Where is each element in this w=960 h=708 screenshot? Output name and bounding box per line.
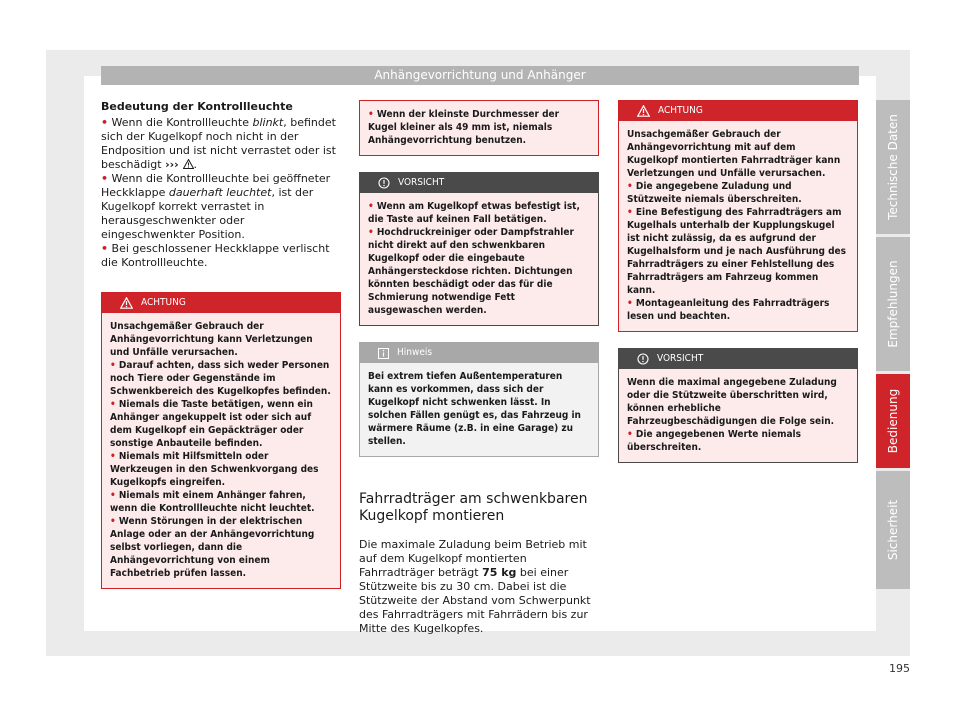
warning-header: ACHTUNG [102, 293, 340, 313]
warning-box-2 [618, 100, 858, 332]
tab-sicherheit[interactable]: Sicherheit [876, 471, 910, 589]
list-item: • Niemals die Taste betätigen, wenn ein Anhänger angekuppelt ist oder sich auf dem Kugelkopf ein Gepäckträger oder sonstige Anbauteile befinden. [110, 399, 313, 449]
warning-body: Unsachgemäßer Gebrauch der Anhängevorrichtung kann Verletzungen und Unfälle verursachen. • Darauf achten, dass sich weder Personen noch Tiere oder Gegenstände im Schwenkbereich des Kugelkopfes befinden. • Niemals die Taste betätigen, wenn ein Anhänger angekuppelt ist oder sich auf dem Kugelkopf ein Gepäckträger oder sonstige Anbauteile befinden. • Niemals mit Hilfsmitteln oder Werkzeugen in den Schwenkvorgang des Kugelkopfs eingreifen. • Niemals mit einem Anhänger fahren, wenn die Kontrollleuchte nicht leuchtet. • Wenn Störungen in der elektrischen Anlage oder an der Anhängevorrichtung selbst vorliegen, dann die Anhängevorrichtung von einem Fachbetrieb prüfen lassen. [102, 313, 340, 588]
bullet-blinkt: • Wenn die Kontrollleuchte blinkt, befindet sich der Kugelkopf noch nicht in der Endposition und ist nicht verrastet oder ist beschädigt ››› . [101, 116, 336, 171]
warning-header: ACHTUNG [619, 101, 857, 121]
caution-box-2 [618, 348, 858, 463]
caution-header: VORSICHT [619, 349, 857, 369]
reference-arrows[interactable]: ››› [165, 158, 183, 171]
list-item: • Die angegebenen Werte niemals überschreiten. [627, 429, 801, 453]
list-item: • Eine Befestigung des Fahrradträgers am Kugelhals unterhalb der Kupplungskugel ist nicht zulässig, da es aufgrund der Kugelhalsform und je nach Ausführung des Fahrradträgers zu einer Fehlstellung des Fahrradträgers am Fahrzeug kommen kann. [627, 207, 846, 296]
list-item: • Wenn Störungen in der elektrischen Anlage oder an der Anhängevorrichtung selbst vorliegen, dann die Anhängevorrichtung von einem Fachbetrieb prüfen lassen. [110, 516, 315, 579]
section-title-fahrradtraeger: Fahrradträger am schwenkbaren Kugelkopf montieren [359, 491, 588, 524]
caution-header: VORSICHT [360, 173, 598, 193]
warning-icon [120, 297, 133, 309]
running-header: Anhängevorrichtung und Anhänger [101, 66, 859, 85]
info-circle-icon [378, 177, 390, 189]
body-paragraph: Die maximale Zuladung beim Betrieb mit auf dem Kugelkopf montierten Fahrradträger beträgt 75 kg bei einer Stützweite bis zu 30 cm. Dabei ist die Stützweite der Abstand vom Schwerpunkt des Fahrradträgers mit Fahrrädern bis zur Mitte des Kugelkopfes. [359, 538, 591, 635]
note-header: Hinweis [360, 343, 598, 363]
note-body: Bei extrem tiefen Außentemperaturen kann es vorkommen, dass sich der Kugelkopf nicht schwenken lässt. In solchen Fällen genügt es, das Fahrzeug in wärmere Räume (z.B. in eine Garage) zu stellen. [360, 363, 598, 456]
column-3 [618, 100, 858, 463]
list-item: • Montageanleitung des Fahrradträgers lesen und beachten. [627, 298, 830, 322]
bullet-icon: • [101, 242, 109, 255]
caution-body: Wenn die maximal angegebene Zuladung oder die Stützweite überschritten wird, können erhebliche Fahrzeugbeschädigungen die Folge sein. • Die angegebenen Werte niemals überschreiten. [619, 369, 857, 462]
bullet-icon: • [101, 116, 109, 129]
note-icon [378, 348, 389, 359]
list-item: • Niemals mit Hilfsmitteln oder Werkzeugen in den Schwenkvorgang des Kugelkopfs eingreifen. [110, 451, 319, 488]
bullet-geschlossen: • Bei geschlossener Heckklappe verlischt die Kontrollleuchte. [101, 242, 330, 269]
column-2 [359, 100, 599, 636]
section-title-kontrollleuchte: Bedeutung der Kontrollleuchte [101, 100, 293, 113]
column-1 [101, 100, 341, 589]
warning-body: Unsachgemäßer Gebrauch der Anhängevorrichtung mit auf dem Kugelkopf montierten Fahrradträger kann Verletzungen und Unfälle verursachen. • Die angegebene Zuladung und Stützweite niemals überschreiten. • Eine Befestigung des Fahrradträgers am Kugelhals unterhalb der Kupplungskugel ist nicht zulässig, da es aufgrund der Kugelhalsform und je nach Ausführung des Fahrradträgers zu einer Fehlstellung des Fahrradträgers am Fahrzeug kommen kann. • Montageanleitung des Fahrradträgers lesen und beachten. [619, 121, 857, 331]
list-item: • Die angegebene Zuladung und Stützweite niemals überschreiten. [627, 181, 802, 205]
list-item: • Wenn am Kugelkopf etwas befestigt ist, die Taste auf keinen Fall betätigen. [368, 201, 580, 225]
list-item: • Darauf achten, dass sich weder Personen noch Tiere oder Gegenstände im Schwenkbereich des Kugelkopfes befinden. [110, 360, 331, 397]
bullet-dauerhaft: • Wenn die Kontrollleuchte bei geöffneter Heckklappe dauerhaft leuchtet, ist der Kugelkopf korrekt verrastet in herausgeschwenkter oder eingeschwenkter Position. [101, 172, 331, 241]
bullet-icon: • [101, 172, 109, 185]
list-item: • Hochdruckreiniger oder Dampfstrahler nicht direkt auf den schwenkbaren Kugelkopf oder die eingebaute Anhängersteckdose richten. Dichtungen könnten beschädigt oder das für die Schmierung notwendige Fett ausgewaschen werden. [368, 227, 574, 316]
caution-body [360, 193, 598, 325]
list-item: • Wenn der kleinste Durchmesser der Kugel kleiner als 49 mm ist, niemals Anhängevorrichtung benutzen. [368, 109, 560, 146]
tab-bedienung[interactable]: Bedienung [876, 374, 910, 468]
tab-empfehlungen[interactable]: Empfehlungen [876, 237, 910, 371]
caution-box-1 [359, 172, 599, 326]
warning-box-1 [101, 292, 341, 589]
info-circle-icon [637, 353, 649, 365]
warning-icon [183, 159, 194, 169]
page-number: 195 [889, 662, 910, 675]
tab-technische-daten[interactable]: Technische Daten [876, 100, 910, 234]
list-item: • Niemals mit einem Anhänger fahren, wenn die Kontrollleuchte nicht leuchtet. [110, 490, 315, 514]
note-box [359, 342, 599, 457]
warning-icon [637, 105, 650, 117]
warning-box-continued [359, 100, 599, 156]
